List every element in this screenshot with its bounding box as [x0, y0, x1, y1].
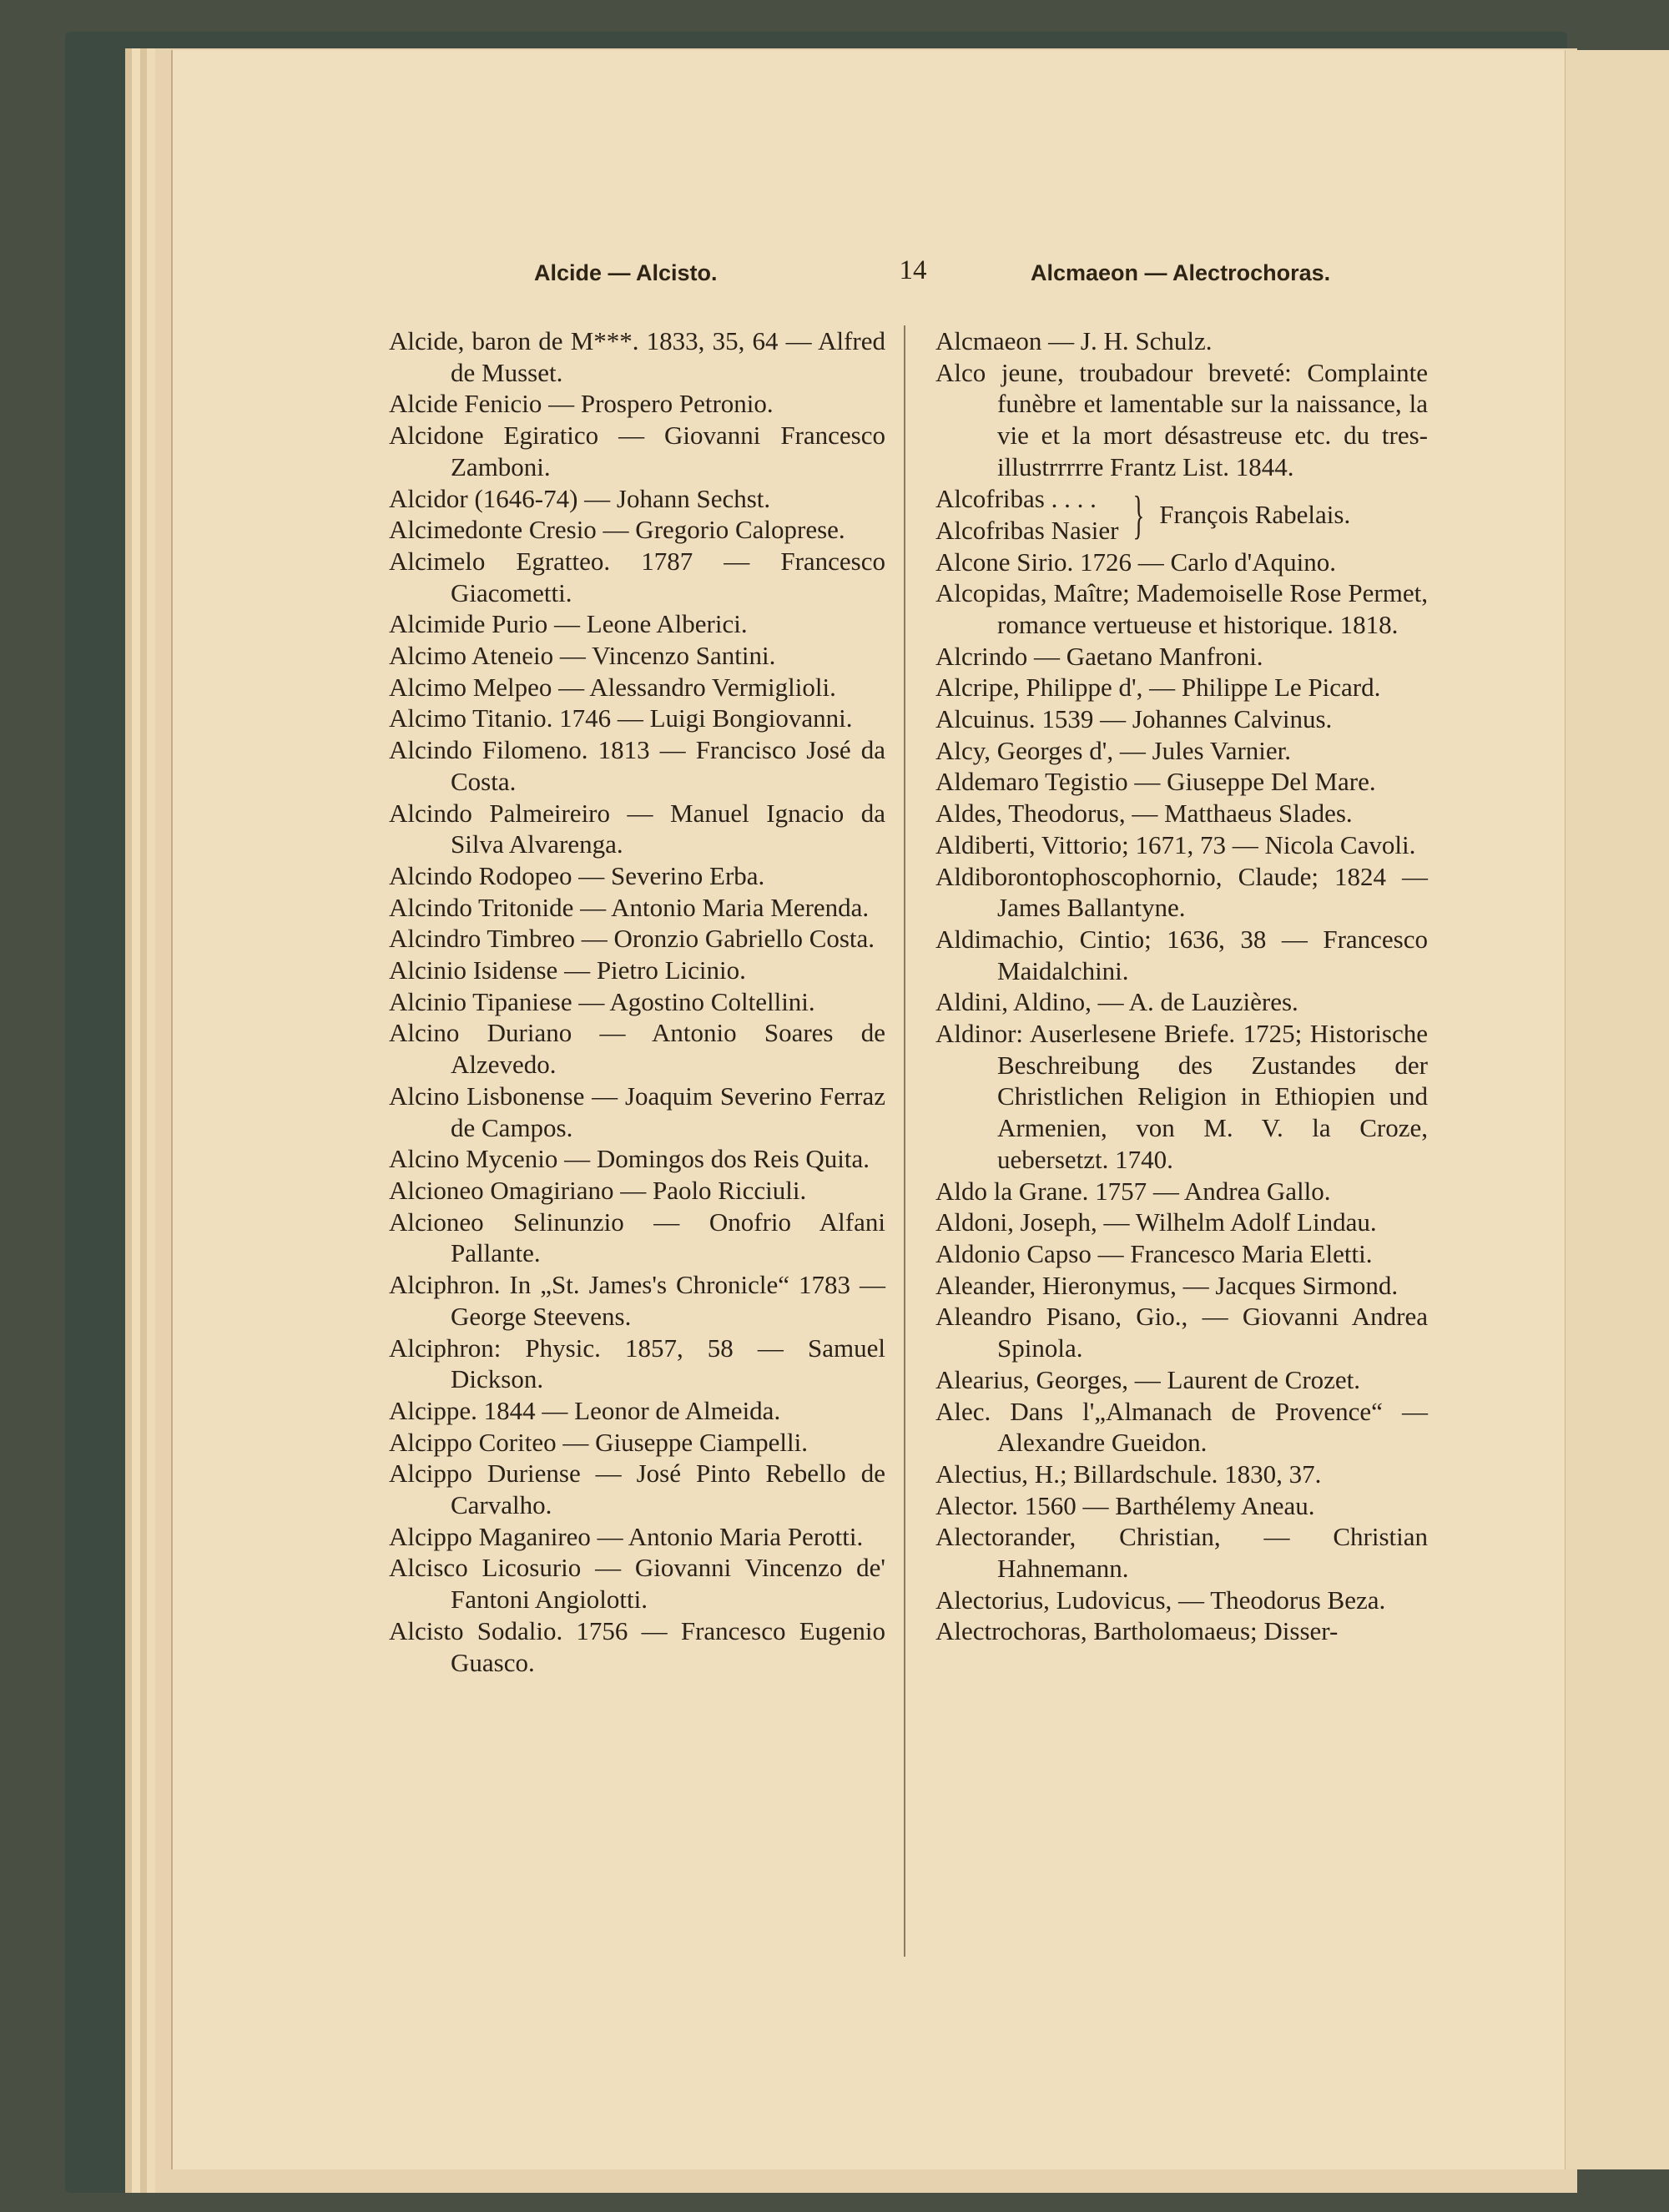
index-entry: Alcisco Licosurio — Giovanni Vincenzo de' Fantoni Angiolotti. [389, 1553, 885, 1615]
index-entry: Alcinio Isidense — Pietro Licinio. [389, 955, 746, 985]
index-entry: Aldiberti, Vittorio; 1671, 73 — Nicola Cavoli. [935, 829, 1416, 859]
index-entry: Alectrochoras, Bartholomaeus; Disser- [935, 1616, 1339, 1646]
running-head-right: Alcmaeon — Alectrochoras. [1031, 260, 1331, 285]
running-head-left: Alcide — Alcisto. [534, 260, 718, 285]
alcofribas-name-2: Alcofribas Nasier [935, 515, 1119, 545]
alcofribas-author: François Rabelais. [1159, 499, 1351, 529]
index-entry: Alectorander, Christian, — Christian Hahnemann. [935, 1522, 1428, 1584]
index-entry: Alcrindo — Gaetano Manfroni. [935, 641, 1263, 671]
index-entry: Alectorius, Ludovicus, — Theodorus Beza. [935, 1585, 1386, 1615]
index-entry: Aldemaro Tegistio — Giuseppe Del Mare. [935, 767, 1376, 797]
index-entry: Alcimo Ateneio — Vincenzo Santini. [389, 641, 776, 671]
index-entry: Alcippo Duriense — José Pinto Rebello de Carvalho. [389, 1459, 885, 1520]
index-entry: Alearius, Georges, — Laurent de Crozet. [935, 1364, 1361, 1394]
index-entry: Alcuinus. 1539 — Johannes Calvinus. [935, 704, 1333, 734]
index-entry: Alcripe, Philippe d', — Philippe Le Picard. [935, 673, 1381, 703]
index-entry: Alectius, H.; Billardschule. 1830, 37. [935, 1459, 1322, 1489]
index-entry: Aldoni, Joseph, — Wilhelm Adolf Lindau. [935, 1207, 1377, 1237]
index-entry: Alcy, Georges d', — Jules Varnier. [935, 735, 1292, 765]
index-entry: Alcinio Tipaniese — Agostino Coltellini. [389, 986, 815, 1016]
index-entry: Alcippo Maganireo — Antonio Maria Perotti. [389, 1521, 864, 1551]
index-entry: Alcindo Tritonide — Antonio Maria Merenda. [389, 892, 870, 922]
index-entry: Alcisto Sodalio. 1756 — Francesco Eugenio Guasco. [389, 1615, 885, 1677]
entry-alcofribas [935, 483, 1428, 547]
index-entry: Alcimelo Egratteo. 1787 — Francesco Giacometti. [389, 546, 885, 607]
index-entry: Alco jeune, troubadour breveté: Complainte funèbre et lamentable sur la naissance, la vie et la mort désastreuse etc. du tres-illustrrrrre Frantz List. 1844. [935, 357, 1428, 481]
index-entry: Alcindo Filomeno. 1813 — Francisco José da Costa. [389, 735, 885, 796]
index-entry: Alcone Sirio. 1726 — Carlo d'Aquino. [935, 547, 1337, 577]
index-entry: Aldes, Theodorus, — Matthaeus Slades. [935, 799, 1353, 829]
index-entry: Alcippo Coriteo — Giuseppe Ciampelli. [389, 1427, 808, 1457]
index-entry: Alciphron. In „St. James's Chronicle“ 1783 — George Steevens. [389, 1270, 885, 1331]
facing-page-edge [1565, 50, 1669, 2169]
index-entry: Aleander, Hieronymus, — Jacques Sirmond. [935, 1270, 1399, 1300]
index-entry: Aldinor: Auserlesene Briefe. 1725; Historische Beschreibung des Zustandes der Christlichen Religion in Ethiopien und Armenien, von M. V. la Croze, uebersetzt. 1740. [935, 1019, 1428, 1174]
index-entry: Alcindo Palmeireiro — Manuel Ignacio da Silva Alvarenga. [389, 798, 885, 859]
index-entry: Alcmaeon — J. H. Schulz. [935, 326, 1213, 355]
index-entry: Aldini, Aldino, — A. de Lauzières. [935, 987, 1298, 1017]
brace: } [1132, 484, 1144, 544]
index-entry: Aldo la Grane. 1757 — Andrea Gallo. [935, 1176, 1331, 1206]
index-entry: Alector. 1560 — Barthélemy Aneau. [935, 1490, 1315, 1520]
right-column-entries-bottom [935, 547, 1428, 1648]
index-entry: Alcopidas, Maître; Mademoiselle Rose Permet, romance vertueuse et historique. 1818. [935, 578, 1428, 639]
index-entry: Aldonio Capso — Francesco Maria Eletti. [935, 1238, 1373, 1268]
running-head [0, 255, 1669, 302]
index-entry: Alcimedonte Cresio — Gregorio Caloprese. [389, 515, 845, 545]
index-entry: Aldimachio, Cintio; 1636, 38 — Francesco Maidalchini. [935, 924, 1428, 985]
right-column-entries-top [935, 325, 1428, 483]
index-entry: Alcimo Melpeo — Alessandro Vermiglioli. [389, 672, 836, 702]
index-entry: Alcimide Purio — Leone Alberici. [389, 609, 748, 639]
index-entry: Alec. Dans l'„Almanach de Provence“ — Alexandre Gueidon. [935, 1396, 1428, 1458]
index-entry: Alcino Mycenio — Domingos dos Reis Quita. [389, 1144, 870, 1174]
index-entry: Alcidor (1646-74) — Johann Sechst. [389, 483, 771, 513]
index-entry: Aleandro Pisano, Gio., — Giovanni Andrea Spinola. [935, 1302, 1428, 1363]
index-entry: Alcimo Titanio. 1746 — Luigi Bongiovanni. [389, 703, 853, 733]
index-entry: Alcioneo Selinunzio — Onofrio Alfani Pallante. [389, 1207, 885, 1268]
index-entry: Alcindo Rodopeo — Severino Erba. [389, 860, 765, 890]
index-entry: Alcidone Egiratico — Giovanni Francesco Zamboni. [389, 421, 885, 481]
index-entry: Aldiborontophoscophornio, Claude; 1824 — James Ballantyne. [935, 861, 1428, 923]
alcofribas-name-1: Alcofribas . . . . [935, 483, 1097, 513]
index-entry: Alcide Fenicio — Prospero Petronio. [389, 389, 774, 419]
index-entry: Alcioneo Omagiriano — Paolo Ricciuli. [389, 1175, 807, 1205]
page-number: 14 [899, 255, 927, 285]
left-column [389, 325, 885, 1678]
index-entry: Alcide, baron de M***. 1833, 35, 64 — Alfred de Musset. [389, 326, 885, 387]
column-rule [904, 325, 905, 1957]
index-entry: Alcino Duriano — Antonio Soares de Alzevedo. [389, 1018, 885, 1080]
index-entry: Alcindro Timbreo — Oronzio Gabriello Costa. [389, 924, 875, 954]
alcofribas-names [935, 483, 1119, 546]
index-entry: Alciphron: Physic. 1857, 58 — Samuel Dickson. [389, 1333, 885, 1394]
right-column [935, 325, 1428, 1647]
index-entry: Alcino Lisbonense — Joaquim Severino Ferraz de Campos. [389, 1081, 885, 1142]
index-entry: Alcippe. 1844 — Leonor de Almeida. [389, 1395, 781, 1425]
